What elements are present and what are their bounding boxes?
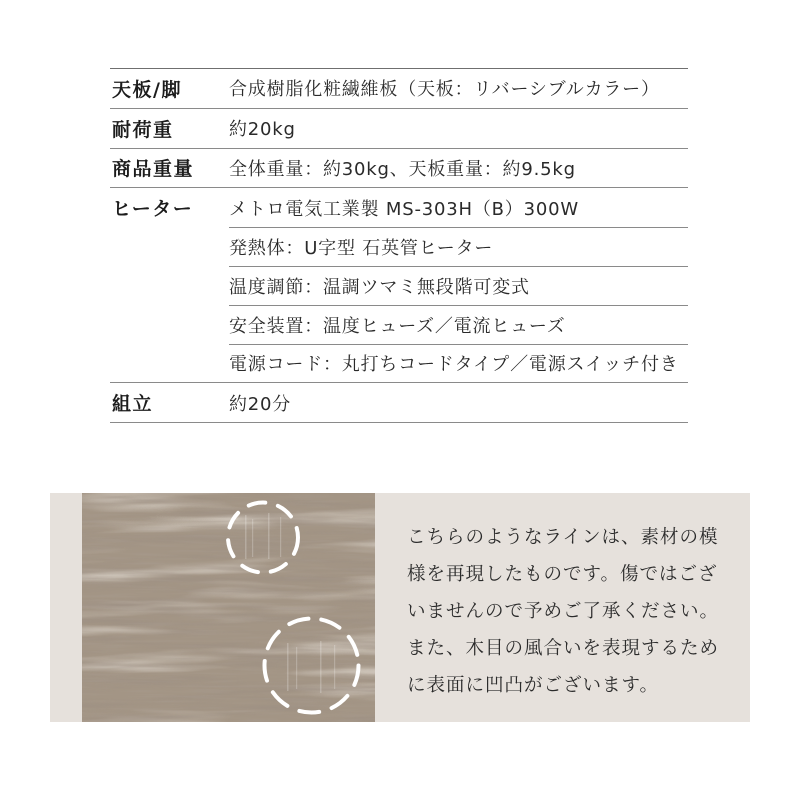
spec-table — [110, 68, 688, 423]
spec-row-top-and-legs — [110, 69, 688, 109]
wood-grain-photo — [82, 493, 375, 722]
spec-label: 天板/脚 — [112, 78, 182, 101]
spec-values — [229, 188, 688, 382]
spec-row-product-weight — [110, 149, 688, 189]
wood-grain-texture — [82, 493, 375, 722]
spec-value: メトロ電気工業製 MS-303H（B）300W — [229, 198, 579, 220]
spec-value: 安全装置：温度ヒューズ／電流ヒューズ — [229, 305, 688, 344]
spec-value: 約20分 — [229, 393, 292, 415]
spec-value: 合成樹脂化粧繊維板（天板：リバーシブルカラー） — [229, 79, 660, 101]
spec-label: 商品重量 — [112, 158, 195, 181]
spec-row-assembly — [110, 383, 688, 423]
texture-notice-line: に表面に凹凸がございます。 — [407, 674, 660, 696]
texture-notice-text — [407, 519, 719, 704]
texture-notice-line: 様を再現したものです。傷ではござ — [407, 563, 718, 585]
texture-notice-line: また、木目の風合いを表現するため — [407, 637, 720, 659]
spec-value: 全体重量：約30kg、天板重量：約9.5kg — [229, 158, 576, 180]
spec-values — [229, 69, 688, 108]
texture-notice-panel — [50, 493, 750, 722]
spec-label: ヒーター — [112, 198, 194, 221]
spec-label: 組立 — [112, 393, 154, 416]
spec-row-heater — [110, 188, 688, 383]
spec-values — [229, 383, 688, 422]
spec-row-load-capacity — [110, 109, 688, 149]
spec-label: 耐荷重 — [112, 118, 174, 141]
spec-value: 約20kg — [229, 119, 296, 141]
spec-values — [229, 109, 688, 148]
texture-notice-line: いませんので予めご了承ください。 — [407, 600, 720, 622]
spec-value: 発熱体：U字型 石英管ヒーター — [229, 227, 688, 266]
spec-value: 電源コード：丸打ちコードタイプ／電源スイッチ付き — [229, 344, 688, 383]
texture-notice-line: こちらのようなラインは、素材の模 — [407, 526, 719, 548]
spec-value: 温度調節：温調ツマミ無段階可変式 — [229, 266, 688, 305]
spec-values — [229, 149, 688, 188]
